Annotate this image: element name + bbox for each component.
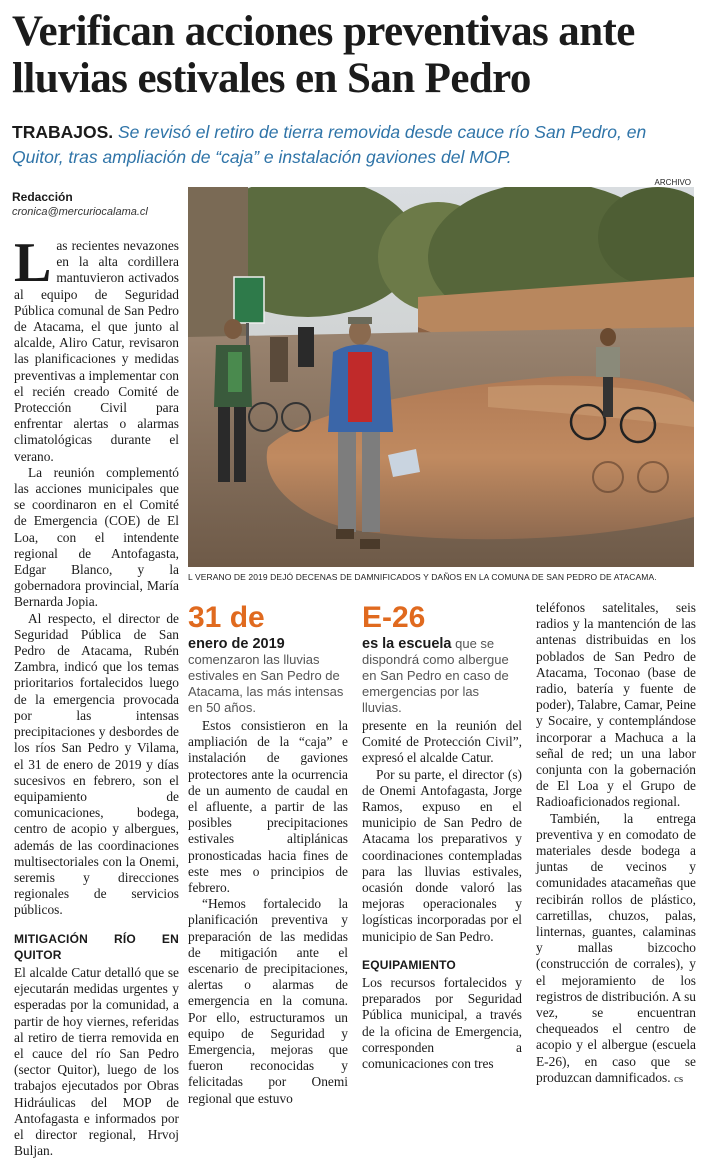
byline: [12, 190, 148, 218]
fact-bold: enero de 2019: [188, 636, 285, 652]
paragraph: [536, 811, 696, 1087]
fact-number: 31 de: [188, 601, 265, 634]
news-photo: [188, 187, 694, 567]
subheading-mitigacion: MITIGACIÓN RÍO EN QUITOR: [14, 931, 179, 962]
paragraph: Estos consistieron en la ampliación de la “caja” e instalación de gaviones protectores ante la ocurrencia de un aumento de caudal en el afluente, a partir de las posibles precipitaciones estivales altiplánicas pronosticadas hacia fines de este mes o principios de febrero.: [188, 718, 348, 896]
street-flood-illustration: [188, 187, 694, 567]
paragraph: El alcalde Catur detalló que se ejecutarán medidas urgentes y esperadas por la comunidad, a partir de hoy viernes, referidas al retiro de tierra removida en el cauce del río San Pedro (sector Quitor), luego de los trabajos ejecutados por Obras Hidráulicas del MOP de Antofagasta e informados por el director regional, Hrvoj Buljan.: [14, 964, 179, 1159]
subheading-equipamiento: EQUIPAMIENTO: [362, 957, 456, 972]
fact-bold: es la escuela: [362, 636, 452, 652]
paragraph: “Hemos fortalecido la planificación preventiva y preparación de las medidas de mitigación ante el escenario de precipitaciones, alertas o alarmas de emergencia en la comuna. Por ello, estructuramos un equipo de Seguridad y Emergencia, mejoras que fueron reconocidas y felicitadas por Onemi regional que estuvo: [188, 896, 348, 1106]
fact-rest: comenzaron las lluvias estivales en San Pedro de Atacama, las más intensas en 50 años.: [188, 652, 344, 715]
photo-credit: ARCHIVO: [654, 178, 691, 187]
fact-text: [188, 636, 348, 716]
column-3: [362, 718, 522, 1072]
paragraph-text: as recientes nevazones en la alta cordillera mantuvieron activados al equipo de Seguridad Pública comunal de San Pedro de Atacama, el que junto al alcalde, Aliro Catur, revisaron las planificaciones y medidas preventivas a implementar con el recién creado Comité de Protección Civil para enfrentar alertas o alarmas climatológicas durante el verano.: [14, 238, 179, 464]
byline-email[interactable]: cronica@mercuriocalama.cl: [12, 206, 148, 218]
paragraph-text: También, la entrega preventiva y en comodato de materiales desde bodega a juntas de vecinos y comunidades atacameñas que recibirán rollos de plástico, carretillas, chuzos, palas, linternas, guantes, calaminas y mallas bizcocho (construcción de corrales), y el mejoramiento de los registros de distribución. A su vez, se encuentran chequeados el centro de acopio y el albergue (escuela E-26), en caso que se produzcan damnificados.: [536, 810, 696, 1085]
caption-lead: L VERANO DE 2019: [188, 572, 268, 582]
photo-caption: [188, 572, 694, 582]
paragraph-intro: [14, 232, 179, 465]
paragraph: Por su parte, el director (s) de Onemi Antofagasta, Jorge Ramos, expuso en el municipio de San Pedro de Atacama los preparativos y coordinaciones contempladas para las lluvias estivales, ocasión donde valoró las mejoras operacionales y logísticas incorporadas por el municipio de San Pedro.: [362, 766, 522, 944]
caption-text: DEJÓ DECENAS DE DAMNIFICADOS Y DAÑOS EN LA COMUNA DE SAN PEDRO DE ATACAMA.: [267, 572, 657, 582]
paragraph: teléfonos satelitales, seis radios y la mantención de las antenas distribuidas en los poblados de San Pedro de Atacama, Toconao (base de radio, batería y fuente de poder), Talabre, Camar, Peine y Socaire, y contemplándose incorporar a Machuca a la señal de red; un una labor conjunta con la gobernación de El Loa y el Grupo de Radioaficionados regional.: [536, 600, 696, 810]
paragraph: presente en la reunión del Comité de Protección Civil”, expresó el alcalde Catur.: [362, 718, 522, 766]
headline: Verifican acciones preventivas ante lluvias estivales en San Pedro: [12, 8, 635, 102]
drop-cap: L: [14, 232, 52, 294]
fact-box-date: [188, 602, 348, 716]
fact-box-school: [362, 602, 522, 716]
fact-number: E-26: [362, 601, 426, 634]
fact-rest: que se dispondrá como albergue en San Pedro en caso de emergencias por las lluvias.: [362, 636, 509, 715]
bajada: [12, 120, 697, 170]
bajada-text: Se revisó el retiro de tierra removida desde cauce río San Pedro, en Quitor, tras ampliación de “caja” e instalación gaviones del MOP.: [12, 122, 647, 167]
column-1: [14, 232, 179, 1159]
paragraph: Los recursos fortalecidos y preparados por Seguridad Pública municipal, a través de la oficina de Emergencia, corresponden a comunicaciones con tres: [362, 975, 522, 1072]
bajada-kicker: TRABAJOS.: [12, 122, 114, 142]
byline-name: Redacción: [12, 190, 73, 204]
column-4: [536, 600, 696, 1087]
end-mark-icon: cs: [673, 1072, 684, 1085]
paragraph: La reunión complementó las acciones municipales que se coordinaron en el Comité de Emergencia (COE) de El Loa, con el intendente regional de Antofagasta, Edgar Blanco, y la gobernadora provincial, María Bernarda Jopia.: [14, 464, 179, 610]
paragraph: Al respecto, el director de Seguridad Pública de San Pedro de Atacama, Rubén Zambra, indicó que los temas prioritarios fortalecidos luego de la emergencia provocada por las intensas precipitaciones y desbordes de los ríos San Pedro y Vilama, el 31 de enero de 2019 y días sucesivos en febrero, son el equipamiento de comunicaciones, bodega, centro de acopio y albergues, además de las coordinaciones multisectoriales con la Onemi, seremis y direcciones regionales de servicios públicos.: [14, 610, 179, 918]
column-2: [188, 718, 348, 1107]
fact-text: [362, 636, 522, 716]
